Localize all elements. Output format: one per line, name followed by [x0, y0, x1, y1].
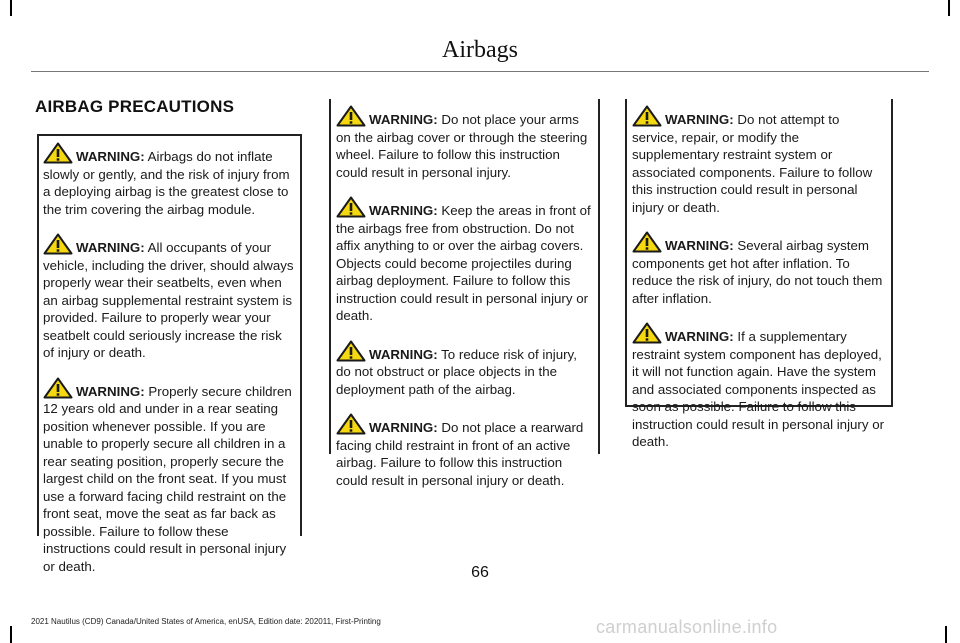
- warning-label: WARNING:: [76, 240, 145, 255]
- warning-text: Do not place your arms on the airbag cover or through the steering wheel. Failure to follow this instruction could result in personal injury.: [336, 112, 588, 180]
- warning-paragraph: [632, 322, 886, 451]
- warning-text: Do not place a rearward facing child restraint in front of an active airbag. Failure to follow this instruction could result in personal injury or death.: [336, 420, 584, 488]
- warning-label: WARNING:: [369, 346, 438, 362]
- warning-column-2: [329, 99, 600, 488]
- warning-paragraph: [43, 142, 296, 218]
- warning-text: To reduce risk of injury, do not obstruct or place objects in the deployment path of the airbag.: [336, 346, 577, 397]
- warning-text: Do not attempt to service, repair, or modify the supplementary restraint system or associated components. Failure to follow this instruction could result in personal injury or death.: [632, 112, 873, 215]
- warning-paragraph: [336, 105, 593, 181]
- warning-paragraph: [336, 196, 593, 325]
- warning-label: WARNING:: [76, 383, 145, 399]
- warning-label: WARNING:: [76, 149, 145, 164]
- warning-label: WARNING:: [665, 238, 734, 253]
- warning-triangle-icon: [43, 377, 73, 399]
- warning-text: Airbags do not inflate slowly or gently, and the risk of injury from a deploying airbag is the greatest close to the trim covering the airbag module.: [43, 149, 290, 217]
- warning-label: WARNING:: [665, 112, 734, 127]
- warning-label: WARNING:: [369, 203, 438, 218]
- warning-text: Keep the areas in front of the airbags free from obstruction. Do not affix anything to or over the airbag covers. Objects could become projectiles during airbag deployment. Failure to follow this instruction could result in personal injury or death.: [336, 203, 591, 323]
- warning-triangle-icon: [43, 233, 73, 255]
- header-divider: [31, 71, 929, 72]
- crop-mark: [10, 626, 12, 643]
- page-header-title: Airbags: [442, 37, 518, 63]
- warning-column-3: [625, 99, 893, 449]
- section-title: AIRBAG PRECAUTIONS: [35, 97, 235, 116]
- warning-triangle-icon: [336, 340, 366, 362]
- crop-mark: [10, 0, 12, 16]
- warning-triangle-icon: [632, 105, 662, 127]
- warning-label: WARNING:: [369, 112, 438, 127]
- warning-triangle-icon: [336, 196, 366, 218]
- warning-text: Properly secure children 12 years old and under in a rear seating position whenever possible. If you are unable to properly secure all children in a rear seating position, properly secure the largest child on the front seat. If you must use a forward facing child restraint on the front seat, move the seat as far back as possible. Failure to follow these instructions could result in personal injury or death.: [43, 383, 292, 574]
- warning-text: If a supplementary restraint system component has deployed, it will not function again. Have the system and associated components inspected as soon as possible. Failure to follow this instruction could result in personal injury or death.: [632, 329, 885, 449]
- warning-triangle-icon: [632, 231, 662, 253]
- crop-mark: [945, 626, 947, 643]
- warning-paragraph: [336, 413, 593, 489]
- warning-triangle-icon: [336, 413, 366, 435]
- crop-mark: [948, 0, 950, 16]
- warning-label: WARNING:: [665, 329, 734, 344]
- warning-paragraph: [632, 105, 886, 216]
- warning-label: WARNING:: [369, 420, 438, 435]
- warning-triangle-icon: [336, 105, 366, 127]
- warning-text: All occupants of your vehicle, including the driver, should always properly wear their seatbelts, even when an airbag supplemental restraint system is provided. Failure to properly wear your seatbelt could seriously increase the risk of injury or death.: [43, 240, 294, 360]
- warning-triangle-icon: [632, 322, 662, 344]
- warning-paragraph: [43, 233, 296, 362]
- watermark: carmanualsonline.info: [596, 617, 778, 637]
- page-number: 66: [471, 564, 489, 581]
- warning-triangle-icon: [43, 142, 73, 164]
- warning-paragraph: [632, 231, 886, 307]
- footer-edition-text: 2021 Nautilus (CD9) Canada/United States of America, enUSA, Edition date: 202011, First-Printing: [31, 617, 381, 626]
- warning-column-1: [37, 134, 302, 574]
- warning-paragraph: [336, 340, 593, 399]
- warning-paragraph: [43, 377, 296, 576]
- warning-text: Several airbag system components get hot after inflation. To reduce the risk of injury, do not touch them after inflation.: [632, 238, 883, 306]
